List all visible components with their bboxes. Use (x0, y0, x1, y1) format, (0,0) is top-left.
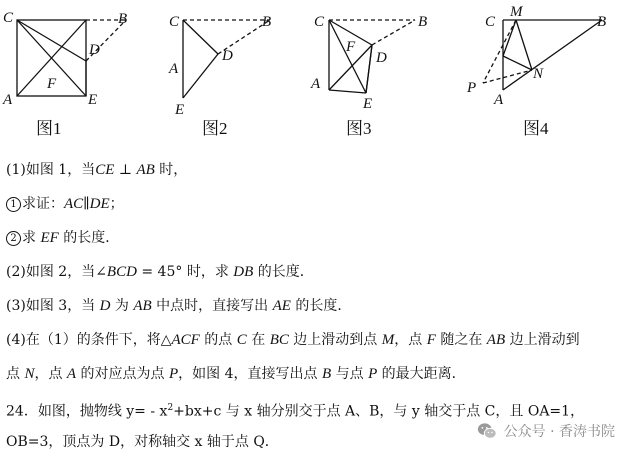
fig2-label-e: E (175, 102, 185, 118)
watermark (476, 420, 615, 442)
fig4-label-c: C (485, 14, 496, 30)
fig3-label-d: D (376, 50, 387, 66)
fig3-label-f: F (346, 39, 356, 55)
fig3-label-b: B (418, 14, 428, 30)
question-part-1-subq-1: 1 求证：AC∥DE； (6, 195, 124, 213)
fig2-label-c: C (169, 14, 180, 30)
fig1-label-c: C (3, 10, 14, 26)
figure-3-drawing (329, 20, 415, 93)
watermark-text: 公众号 · 香涛书院 (503, 424, 615, 440)
fig2-label-d: D (222, 48, 233, 64)
fig1-label-f: F (47, 76, 57, 92)
question-part-1-subq-2: 2 求 EF 的长度． (6, 229, 119, 247)
fig2-label-b: B (262, 14, 272, 30)
question-part-4-line-1: (4)在（1）的条件下，将△ACF 的点 C 在 BC 边上滑动到点 M，点 F 随之在 AB 边上滑动到 (6, 332, 580, 348)
circled-number-1: 1 (6, 197, 21, 212)
fig3-caption: 图3 (346, 119, 372, 138)
question-part-2: (2)如图 2，当∠BCD = 45° 时，求 DB 的长度． (6, 264, 314, 280)
figures-panel (0, 0, 629, 140)
fig4-label-n: N (533, 66, 544, 82)
fig3-label-c: C (314, 14, 325, 30)
fig3-label-a: A (311, 76, 321, 92)
figure-1-drawing (17, 20, 126, 96)
question-part-3: (3)如图 3，当 D 为 AB 中点时，直接写出 AE 的长度． (6, 298, 352, 314)
question-part-1: (1)如图 1，当CE ⊥ AB 时， (6, 162, 188, 178)
wechat-icon (476, 420, 498, 442)
fig1-label-e: E (88, 92, 98, 108)
fig1-label-b: B (118, 11, 128, 27)
fig4-label-b: B (597, 14, 607, 30)
question-24-line-1: 24．如图，抛物线 $y= - x^2+bx+c$ 与 x 轴分别交于点 A、B，与 y 轴交于点 C，且 OA=1， (6, 403, 585, 420)
fig3-label-e: E (363, 96, 373, 112)
fig4-label-a: A (494, 92, 504, 108)
fig4-caption: 图4 (523, 119, 549, 138)
circled-number-2: 2 (6, 231, 21, 246)
fig1-label-d: D (89, 42, 100, 58)
fig1-label-a: A (3, 92, 13, 108)
question-part-4-line-2: 点 N，点 A 的对应点为点 P，如图 4，直接写出点 B 与点 P 的最大距离． (6, 366, 466, 382)
fig4-label-m: M (510, 4, 523, 20)
fig2-label-a: A (169, 61, 179, 77)
fig2-caption: 图2 (202, 119, 228, 138)
fig1-caption: 图1 (36, 119, 62, 138)
fig4-label-p: P (467, 80, 477, 96)
question-24-line-2: OB=3，顶点为 D，对称轴交 x 轴于点 Q． (6, 434, 279, 450)
